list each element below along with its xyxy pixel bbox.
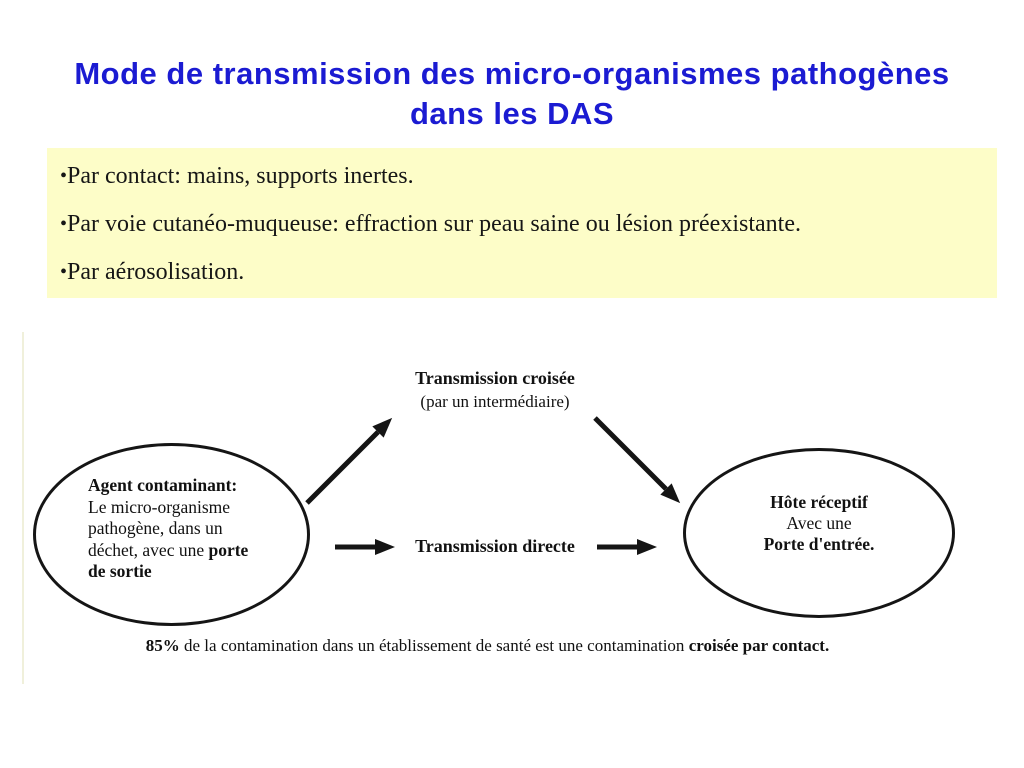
bullet-text: Par contact: mains, supports inertes. bbox=[67, 163, 414, 189]
hote-receptif-text bbox=[686, 492, 952, 555]
hote-line2: Avec une bbox=[786, 513, 852, 533]
bullet-item bbox=[60, 211, 987, 237]
agent-line2: Le micro-organisme bbox=[88, 496, 231, 517]
hote-line3-bold: Porte d'entrée. bbox=[763, 534, 875, 554]
croisee-subtitle: (par un intermédiaire) bbox=[420, 392, 570, 411]
arrow-croisee-to-hote bbox=[595, 418, 666, 489]
bullet-box bbox=[47, 148, 997, 298]
page-title-line1: Mode de transmission des micro-organismes pathogènes bbox=[74, 56, 950, 91]
agent-title: Agent contaminant: bbox=[88, 475, 238, 495]
agent-line4-bold: porte bbox=[208, 539, 249, 560]
agent-contaminant-text bbox=[88, 475, 288, 583]
agent-contaminant-node bbox=[33, 443, 310, 626]
agent-line5-bold: de sortie bbox=[88, 561, 152, 581]
footnote-bold-85: 85% bbox=[145, 636, 180, 655]
hote-receptif-node bbox=[683, 448, 955, 618]
page-title-line2: dans les DAS bbox=[409, 96, 615, 131]
agent-line4: déchet, avec une bbox=[88, 539, 209, 560]
bullet-text: Par voie cutanéo-muqueuse: effraction sur peau saine ou lésion préexistante. bbox=[67, 211, 801, 237]
footnote bbox=[0, 636, 975, 656]
bullet-item bbox=[60, 259, 987, 285]
transmission-directe-label: Transmission directe bbox=[415, 536, 575, 556]
arrow-agent-to-croisee bbox=[307, 432, 378, 503]
agent-line3: pathogène, dans un bbox=[88, 518, 223, 538]
transmission-croisee-label bbox=[320, 367, 670, 413]
page-title bbox=[0, 54, 1024, 134]
hote-title: Hôte réceptif bbox=[770, 492, 868, 512]
footnote-bold-contact: croisée par contact. bbox=[688, 636, 830, 655]
bullet-item bbox=[60, 163, 987, 189]
bullet-icon: • bbox=[60, 213, 68, 235]
bullet-icon: • bbox=[60, 261, 68, 283]
croisee-title: Transmission croisée bbox=[415, 368, 575, 388]
bullet-icon: • bbox=[60, 165, 68, 187]
transmission-diagram bbox=[0, 330, 1024, 690]
bullet-text: Par aérosolisation. bbox=[67, 259, 245, 285]
footnote-normal: de la contamination dans un établissement de santé est une contamination bbox=[179, 636, 689, 655]
